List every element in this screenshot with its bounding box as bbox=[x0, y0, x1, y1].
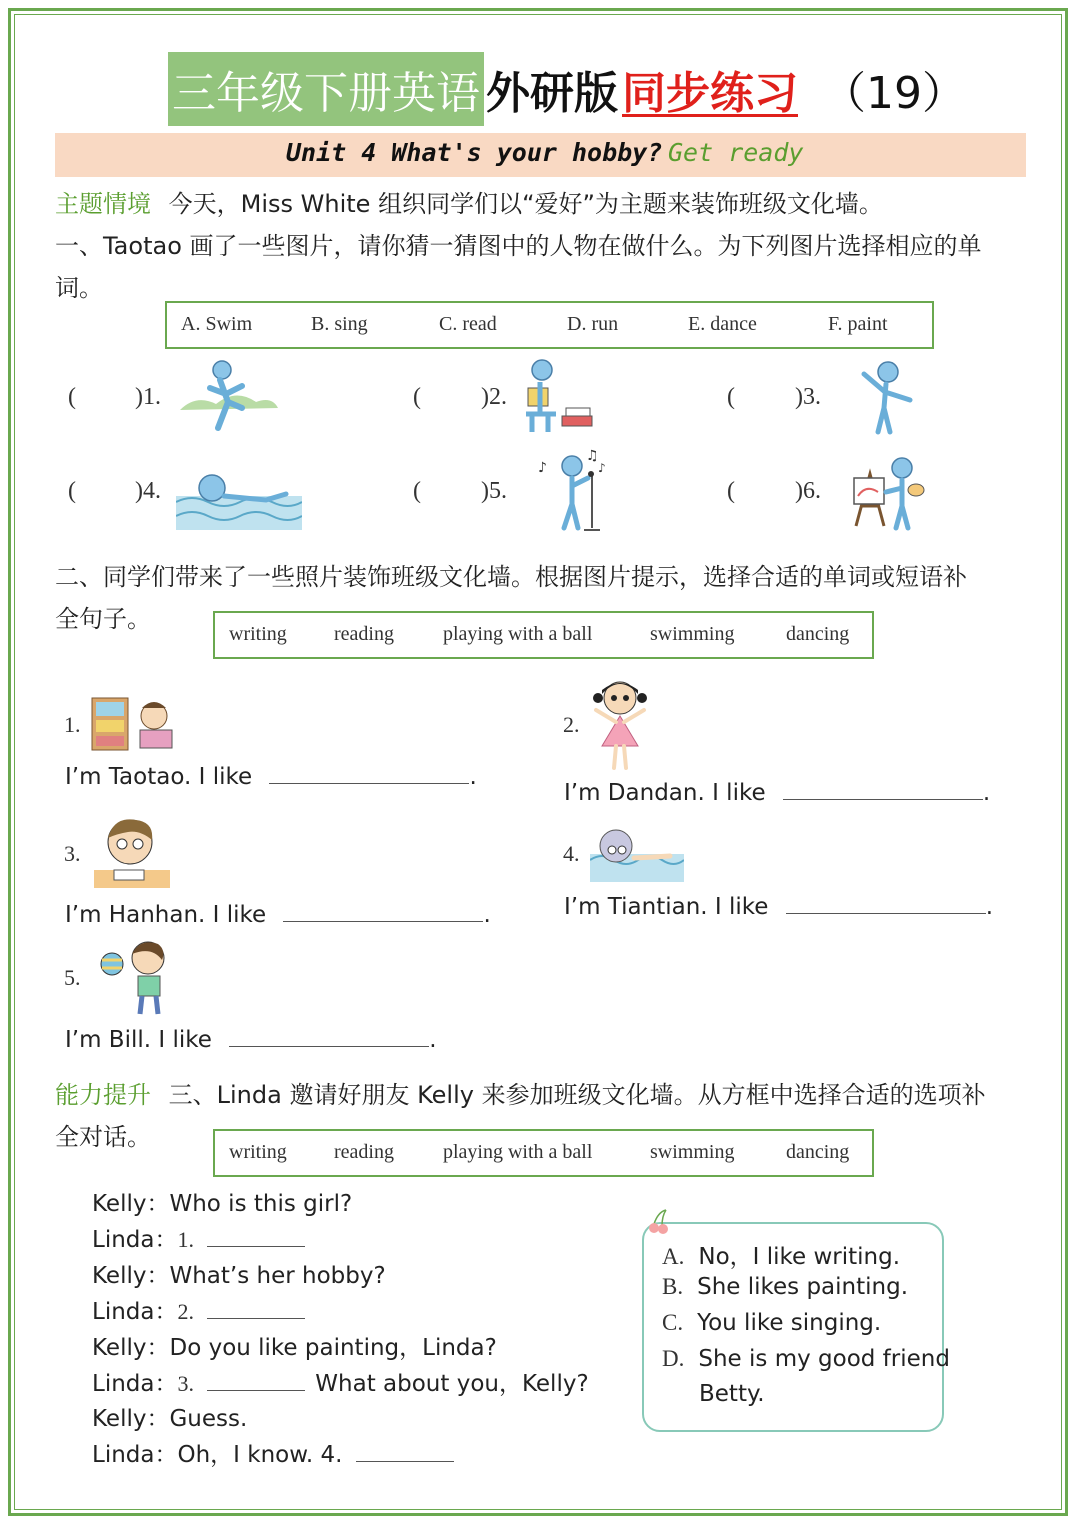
reading-person-icon bbox=[522, 356, 596, 436]
part2-option: playing with a ball bbox=[443, 623, 593, 645]
answer-paren-open: ( bbox=[68, 478, 76, 504]
ball-playing-boy-icon bbox=[96, 938, 176, 1018]
dialogue-line bbox=[92, 1221, 305, 1254]
sentence-text: I’m Hanhan. I like bbox=[65, 902, 267, 928]
svg-text:♫: ♫ bbox=[586, 448, 599, 464]
answer-blank[interactable] bbox=[283, 920, 483, 922]
dialogue-line bbox=[92, 1436, 454, 1469]
sentence-text: I’m Taotao. I like bbox=[65, 764, 253, 790]
sentence-end: . bbox=[982, 780, 991, 806]
part2-option: swimming bbox=[650, 623, 735, 645]
speaker: Kelly： bbox=[92, 1263, 170, 1289]
sentence-number: 2. bbox=[563, 712, 580, 737]
singing-person-icon bbox=[536, 448, 612, 532]
part3-text: 三、Linda 邀请好朋友 Kelly 来参加班级文化墙。从方框中选择合适的选项补 bbox=[168, 1081, 986, 1109]
part3-option: writing bbox=[229, 1141, 287, 1163]
choice-c[interactable] bbox=[662, 1310, 881, 1336]
speaker: Linda： bbox=[92, 1442, 178, 1468]
title-highlight: 三年级下册英语 bbox=[168, 52, 484, 126]
choice-letter: B. bbox=[662, 1274, 684, 1299]
choice-d-continued bbox=[699, 1381, 765, 1407]
part2-sentence-1 bbox=[65, 764, 477, 790]
swimming-person-icon bbox=[176, 468, 302, 532]
dialogue-text: What’s her hobby? bbox=[169, 1263, 386, 1289]
part1-instruction-2: 词。 bbox=[55, 274, 103, 302]
theme-text: 今天，Miss White 组织同学们以“爱好”为主题来装饰班级文化墙。 bbox=[168, 190, 883, 218]
dancing-person-icon bbox=[858, 360, 916, 436]
answer-paren-open: ( bbox=[727, 384, 735, 410]
part3-option: dancing bbox=[786, 1141, 850, 1163]
choice-b[interactable] bbox=[662, 1274, 908, 1300]
answer-blank[interactable] bbox=[207, 1389, 305, 1391]
part2-instruction-2: 全句子。 bbox=[55, 605, 151, 633]
part3-label: 能力提升 bbox=[55, 1081, 151, 1109]
unit-title: Unit 4 What's your hobby? bbox=[286, 138, 663, 167]
answer-paren-close[interactable]: )1. bbox=[135, 384, 161, 410]
answer-blank[interactable] bbox=[786, 912, 986, 914]
sentence-end: . bbox=[985, 894, 994, 920]
cherry-icon bbox=[644, 1206, 674, 1236]
answer-paren-open: ( bbox=[68, 384, 76, 410]
sentence-number: 3. bbox=[64, 841, 81, 866]
sentence-text: I’m Bill. I like bbox=[65, 1027, 212, 1053]
answer-paren-close[interactable]: )4. bbox=[135, 478, 161, 504]
dialogue-text: What about you，Kelly? bbox=[315, 1371, 589, 1397]
part2-instruction-1: 二、同学们带来了一些照片装饰班级文化墙。根据图片提示，选择合适的单词或短语补 bbox=[55, 563, 967, 591]
part3-instruction-1 bbox=[55, 1075, 986, 1110]
answer-paren-close[interactable]: )3. bbox=[795, 384, 821, 410]
choice-text: No，I like writing. bbox=[698, 1244, 901, 1270]
part1-option: E. dance bbox=[688, 313, 757, 335]
running-person-icon bbox=[176, 358, 280, 434]
answer-blank[interactable] bbox=[207, 1245, 305, 1247]
choice-letter: D. bbox=[662, 1346, 685, 1371]
choice-a[interactable] bbox=[662, 1238, 900, 1271]
writing-boy-icon bbox=[90, 812, 172, 892]
sentence-text: I’m Tiantian. I like bbox=[564, 894, 769, 920]
title-red: 同步练习 bbox=[622, 68, 798, 119]
sentence-text: I’m Dandan. I like bbox=[564, 780, 766, 806]
answer-blank[interactable] bbox=[269, 782, 469, 784]
choice-text: She is my good friend bbox=[698, 1346, 950, 1372]
part2-option: dancing bbox=[786, 623, 850, 645]
unit-subtitle: Get ready bbox=[668, 138, 804, 167]
answer-paren-close[interactable]: )6. bbox=[795, 478, 821, 504]
part3-option: swimming bbox=[650, 1141, 735, 1163]
speaker: Linda： bbox=[92, 1299, 178, 1325]
sentence-number: 4. bbox=[563, 841, 580, 866]
part1-option: D. run bbox=[567, 313, 619, 335]
part1-option: C. read bbox=[439, 313, 497, 335]
speaker: Kelly： bbox=[92, 1406, 170, 1432]
part2-sentence-5 bbox=[65, 1027, 437, 1053]
dialogue-line bbox=[92, 1329, 497, 1362]
part3-option: playing with a ball bbox=[443, 1141, 593, 1163]
dialogue-text: Do you like painting，Linda? bbox=[169, 1335, 497, 1361]
choice-text: She likes painting. bbox=[697, 1274, 909, 1300]
blank-number: 3. bbox=[177, 1371, 194, 1396]
part1-option: B. sing bbox=[311, 313, 368, 335]
answer-paren-open: ( bbox=[413, 478, 421, 504]
part3-option: reading bbox=[334, 1141, 394, 1163]
sentence-end: . bbox=[469, 764, 477, 790]
answer-paren-open: ( bbox=[727, 478, 735, 504]
dialogue-text: Guess. bbox=[169, 1406, 248, 1432]
svg-text:♪: ♪ bbox=[538, 460, 547, 476]
speaker: Kelly： bbox=[92, 1335, 170, 1361]
theme-label: 主题情境 bbox=[55, 190, 151, 218]
dancing-girl-icon bbox=[590, 676, 650, 772]
blank-number: 1. bbox=[177, 1227, 194, 1252]
title-middle: 外研版 bbox=[486, 68, 618, 119]
theme-line bbox=[55, 184, 883, 219]
dialogue-line bbox=[92, 1400, 247, 1433]
sentence-end: . bbox=[483, 902, 491, 928]
part2-sentence-4 bbox=[564, 894, 993, 920]
choice-letter: A. bbox=[662, 1244, 685, 1269]
choice-text: You like singing. bbox=[697, 1310, 882, 1336]
part1-option: F. paint bbox=[828, 313, 888, 335]
worksheet-title bbox=[168, 52, 966, 126]
choice-text: Betty. bbox=[699, 1381, 765, 1407]
part2-option: reading bbox=[334, 623, 394, 645]
part1-option: A. Swim bbox=[181, 313, 253, 335]
answer-blank[interactable] bbox=[229, 1045, 429, 1047]
answer-paren-close[interactable]: )2. bbox=[481, 384, 507, 410]
sentence-number: 5. bbox=[64, 965, 81, 990]
dialogue-line bbox=[92, 1365, 589, 1398]
part2-sentence-3 bbox=[65, 902, 491, 928]
dialogue-line bbox=[92, 1185, 352, 1218]
svg-text:♪: ♪ bbox=[598, 461, 606, 475]
painting-person-icon bbox=[846, 456, 926, 532]
sentence-end: . bbox=[429, 1027, 437, 1053]
speaker: Kelly： bbox=[92, 1191, 170, 1217]
swimming-girl-icon bbox=[590, 820, 684, 884]
answer-paren-close[interactable]: )5. bbox=[481, 478, 507, 504]
speaker: Linda： bbox=[92, 1371, 178, 1397]
bookshelf-reading-icon bbox=[90, 694, 180, 754]
answer-blank[interactable] bbox=[207, 1317, 305, 1319]
part3-instruction-2: 全对话。 bbox=[55, 1123, 151, 1151]
part1-word-bank bbox=[165, 301, 934, 349]
speaker: Linda： bbox=[92, 1227, 178, 1253]
part2-sentence-2 bbox=[564, 780, 990, 806]
part2-option: writing bbox=[229, 623, 287, 645]
dialogue-line bbox=[92, 1257, 386, 1290]
title-number: （19） bbox=[822, 68, 966, 119]
answer-paren-open: ( bbox=[413, 384, 421, 410]
choice-letter: C. bbox=[662, 1310, 684, 1335]
choice-d[interactable] bbox=[662, 1346, 950, 1372]
dialogue-line bbox=[92, 1293, 305, 1326]
blank-number: 2. bbox=[177, 1299, 194, 1324]
dialogue-text: Who is this girl? bbox=[169, 1191, 353, 1217]
answer-blank[interactable] bbox=[356, 1460, 454, 1462]
part1-instruction-1: 一、Taotao 画了一些图片，请你猜一猜图中的人物在做什么。为下列图片选择相应的单 bbox=[55, 232, 982, 260]
dialogue-text: Oh，I know. 4. bbox=[177, 1442, 343, 1468]
sentence-number: 1. bbox=[64, 712, 81, 737]
answer-blank[interactable] bbox=[783, 798, 983, 800]
